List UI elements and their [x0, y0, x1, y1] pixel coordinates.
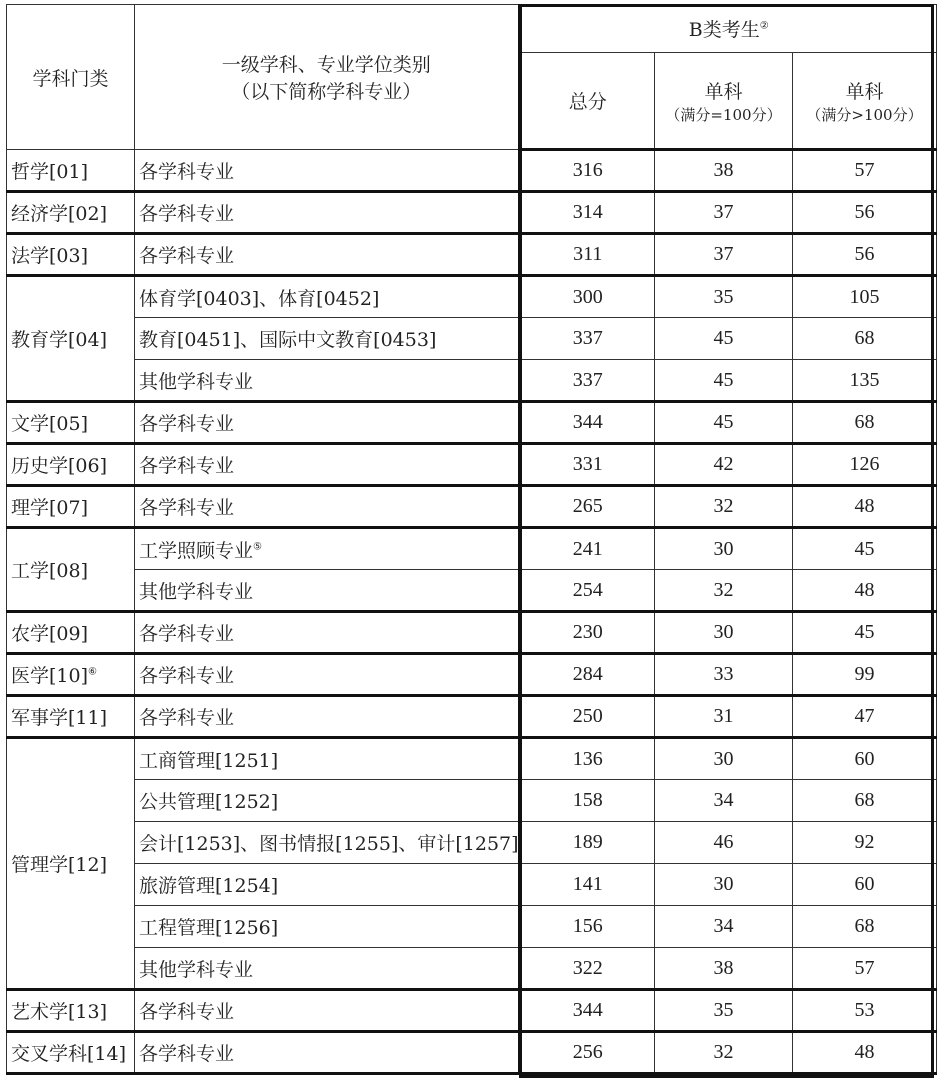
subject-cell: 会计[1253]、图书情报[1255]、审计[1257] [135, 822, 520, 864]
category-cell: 交叉学科[14] [7, 1032, 135, 1074]
subject-cell: 各学科专业 [135, 150, 520, 192]
subject-cell: 各学科专业 [135, 612, 520, 654]
category-cell: 艺术学[13] [7, 990, 135, 1032]
single100-cell: 35 [655, 276, 793, 318]
table-row [7, 738, 937, 780]
total-cell: 158 [520, 780, 655, 822]
single-over-cell: 56 [793, 234, 937, 276]
single-over-cell: 68 [793, 780, 937, 822]
total-cell: 337 [520, 318, 655, 360]
table-row [7, 318, 937, 360]
total-cell: 136 [520, 738, 655, 780]
header-group-b: B类考生② [520, 5, 937, 53]
subject-cell: 各学科专业 [135, 486, 520, 528]
table-row [7, 486, 937, 528]
category-cell: 文学[05] [7, 402, 135, 444]
single-over-cell: 68 [793, 318, 937, 360]
single-over-cell: 48 [793, 570, 937, 612]
single100-cell: 30 [655, 612, 793, 654]
total-cell: 141 [520, 864, 655, 906]
total-cell: 314 [520, 192, 655, 234]
table-row [7, 150, 937, 192]
single100-cell: 45 [655, 402, 793, 444]
total-cell: 189 [520, 822, 655, 864]
total-cell: 265 [520, 486, 655, 528]
subject-cell: 体育学[0403]、体育[0452] [135, 276, 520, 318]
subject-cell: 工程管理[1256] [135, 906, 520, 948]
single100-cell: 34 [655, 780, 793, 822]
single100-cell: 42 [655, 444, 793, 486]
subject-cell: 其他学科专业 [135, 570, 520, 612]
single-over-cell: 45 [793, 612, 937, 654]
table-row [7, 906, 937, 948]
total-cell: 250 [520, 696, 655, 738]
single-over-cell: 126 [793, 444, 937, 486]
single-over-cell: 48 [793, 1032, 937, 1074]
single100-cell: 38 [655, 150, 793, 192]
single100-cell: 45 [655, 318, 793, 360]
category-cell: 哲学[01] [7, 150, 135, 192]
header-subject: 一级学科、专业学位类别 （以下简称学科专业） [135, 5, 520, 150]
single100-cell: 46 [655, 822, 793, 864]
subject-cell: 其他学科专业 [135, 948, 520, 990]
subject-cell: 各学科专业 [135, 444, 520, 486]
subject-cell: 工商管理[1251] [135, 738, 520, 780]
single100-cell: 34 [655, 906, 793, 948]
category-cell: 法学[03] [7, 234, 135, 276]
category-cell: 医学[10]⑥ [7, 654, 135, 696]
total-cell: 316 [520, 150, 655, 192]
category-cell: 军事学[11] [7, 696, 135, 738]
single100-cell: 32 [655, 570, 793, 612]
table-row [7, 528, 937, 570]
table-row [7, 990, 937, 1032]
single-over-cell: 57 [793, 150, 937, 192]
category-cell: 经济学[02] [7, 192, 135, 234]
total-cell: 256 [520, 1032, 655, 1074]
table-row [7, 192, 937, 234]
subject-cell: 公共管理[1252] [135, 780, 520, 822]
category-cell: 历史学[06] [7, 444, 135, 486]
single100-cell: 30 [655, 738, 793, 780]
subject-cell: 教育[0451]、国际中文教育[0453] [135, 318, 520, 360]
single100-cell: 38 [655, 948, 793, 990]
category-cell: 农学[09] [7, 612, 135, 654]
total-cell: 156 [520, 906, 655, 948]
single-over-cell: 60 [793, 738, 937, 780]
single-over-cell: 68 [793, 402, 937, 444]
single100-cell: 33 [655, 654, 793, 696]
subject-cell: 各学科专业 [135, 402, 520, 444]
table-row [7, 948, 937, 990]
single-over-cell: 99 [793, 654, 937, 696]
single100-cell: 32 [655, 486, 793, 528]
subject-cell: 各学科专业 [135, 990, 520, 1032]
single-over-cell: 68 [793, 906, 937, 948]
total-cell: 254 [520, 570, 655, 612]
table-row [7, 276, 937, 318]
score-table [6, 4, 937, 1075]
category-cell: 管理学[12] [7, 738, 135, 990]
single-over-cell: 53 [793, 990, 937, 1032]
total-cell: 331 [520, 444, 655, 486]
subject-cell: 各学科专业 [135, 696, 520, 738]
single100-cell: 32 [655, 1032, 793, 1074]
subject-cell: 工学照顾专业⑤ [135, 528, 520, 570]
single100-cell: 30 [655, 528, 793, 570]
total-cell: 344 [520, 402, 655, 444]
total-cell: 284 [520, 654, 655, 696]
table-row [7, 864, 937, 906]
single100-cell: 37 [655, 192, 793, 234]
table-row [7, 822, 937, 864]
table-row [7, 612, 937, 654]
subject-cell: 各学科专业 [135, 234, 520, 276]
header-single-100: 单科 （满分=100分） [655, 53, 793, 150]
table-row [7, 1032, 937, 1074]
total-cell: 337 [520, 360, 655, 402]
total-cell: 322 [520, 948, 655, 990]
total-cell: 344 [520, 990, 655, 1032]
single-over-cell: 105 [793, 276, 937, 318]
table-row [7, 402, 937, 444]
single-over-cell: 92 [793, 822, 937, 864]
total-cell: 230 [520, 612, 655, 654]
subject-cell: 旅游管理[1254] [135, 864, 520, 906]
table-row [7, 654, 937, 696]
single-over-cell: 57 [793, 948, 937, 990]
table-row [7, 234, 937, 276]
category-cell: 工学[08] [7, 528, 135, 612]
total-cell: 241 [520, 528, 655, 570]
subject-cell: 其他学科专业 [135, 360, 520, 402]
single-over-cell: 135 [793, 360, 937, 402]
table-row [7, 696, 937, 738]
subject-cell: 各学科专业 [135, 192, 520, 234]
single-over-cell: 56 [793, 192, 937, 234]
single100-cell: 31 [655, 696, 793, 738]
total-cell: 300 [520, 276, 655, 318]
single100-cell: 30 [655, 864, 793, 906]
category-cell: 教育学[04] [7, 276, 135, 402]
subject-cell: 各学科专业 [135, 654, 520, 696]
category-cell: 理学[07] [7, 486, 135, 528]
single-over-cell: 47 [793, 696, 937, 738]
header-category: 学科门类 [7, 5, 135, 150]
single-over-cell: 48 [793, 486, 937, 528]
table-row [7, 570, 937, 612]
header-total: 总分 [520, 53, 655, 150]
table-row [7, 360, 937, 402]
total-cell: 311 [520, 234, 655, 276]
header-single-over100: 单科 （满分>100分） [793, 53, 937, 150]
single-over-cell: 60 [793, 864, 937, 906]
table-row [7, 444, 937, 486]
single100-cell: 35 [655, 990, 793, 1032]
subject-cell: 各学科专业 [135, 1032, 520, 1074]
table-row [7, 780, 937, 822]
single100-cell: 37 [655, 234, 793, 276]
single100-cell: 45 [655, 360, 793, 402]
single-over-cell: 45 [793, 528, 937, 570]
